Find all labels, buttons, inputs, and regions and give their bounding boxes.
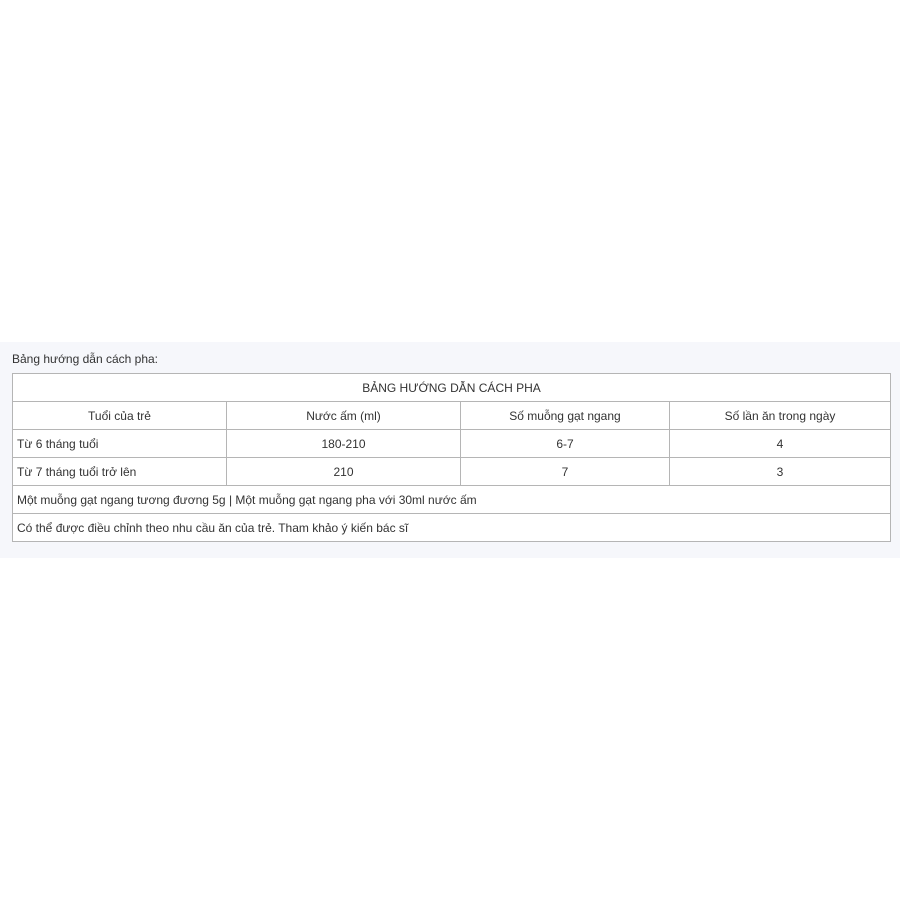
table-title-row — [13, 374, 891, 402]
table-note-row — [13, 486, 891, 514]
table-row — [13, 430, 891, 458]
mixing-guide-table — [12, 373, 891, 542]
cell-feedings: 4 — [670, 430, 891, 458]
header-warm-water: Nước ấm (ml) — [227, 402, 461, 430]
table-title: BẢNG HƯỚNG DẪN CÁCH PHA — [13, 374, 891, 402]
table-caption: Bảng hướng dẫn cách pha: — [12, 352, 159, 366]
header-child-age: Tuổi của trẻ — [13, 402, 227, 430]
cell-scoops: 6-7 — [461, 430, 670, 458]
cell-feedings: 3 — [670, 458, 891, 486]
cell-scoops: 7 — [461, 458, 670, 486]
cell-water: 180-210 — [227, 430, 461, 458]
table-row — [13, 458, 891, 486]
header-feedings-per-day: Số lần ăn trong ngày — [670, 402, 891, 430]
content-panel — [0, 342, 900, 558]
table-note-row — [13, 514, 891, 542]
cell-water: 210 — [227, 458, 461, 486]
table-header-row — [13, 402, 891, 430]
note-adjustment: Có thể được điều chỉnh theo nhu cầu ăn của trẻ. Tham khảo ý kiến bác sĩ — [13, 514, 891, 542]
note-scoop-measure: Một muỗng gạt ngang tương đương 5g | Một muỗng gạt ngang pha với 30ml nước ấm — [13, 486, 891, 514]
cell-age: Từ 7 tháng tuổi trở lên — [13, 458, 227, 486]
cell-age: Từ 6 tháng tuổi — [13, 430, 227, 458]
header-scoops: Số muỗng gạt ngang — [461, 402, 670, 430]
